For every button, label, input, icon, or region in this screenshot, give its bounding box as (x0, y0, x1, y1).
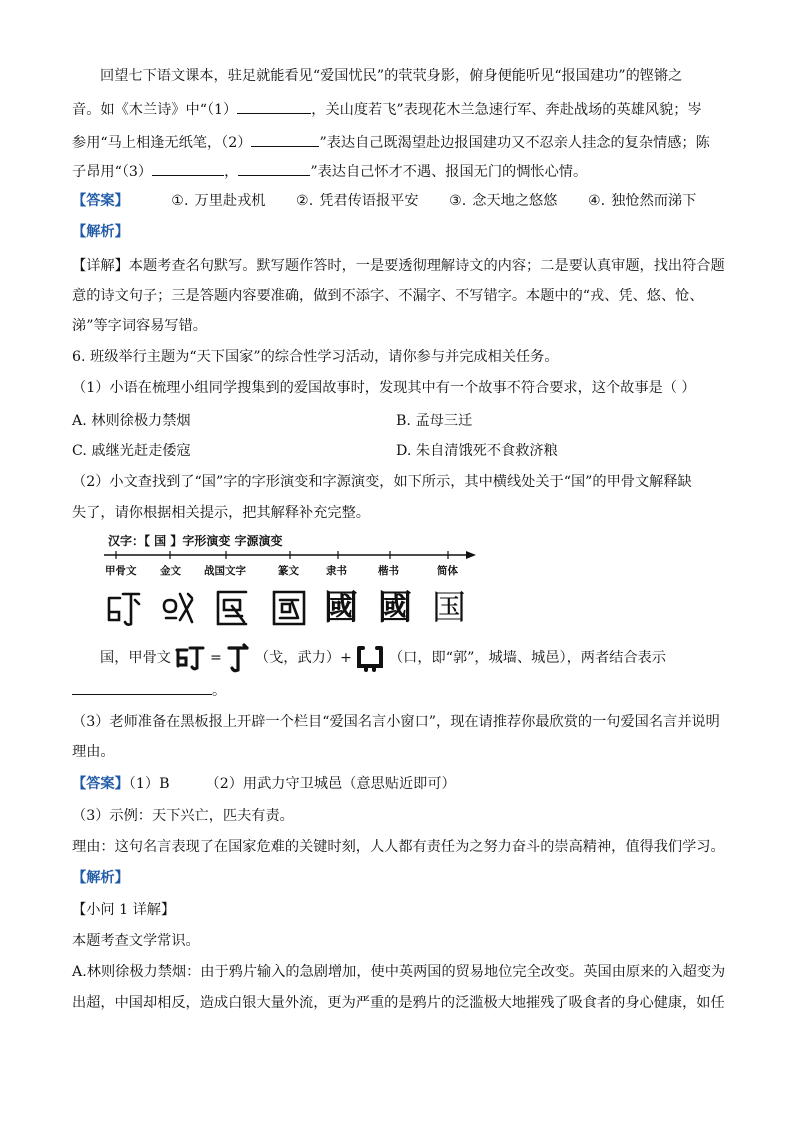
answer-item (449, 193, 557, 209)
answer-text: 万里赴戎机 (194, 193, 266, 209)
stage-label: 隶书 (326, 565, 347, 577)
intro-text: ， (224, 164, 239, 180)
analysis-line: 意的诗文句子；三是答题内容要准确，做到不添字、不漏字、不写错字。本题中的“戎、凭、悠、怆、 (72, 288, 704, 304)
question-part-2: （2）小文查找到了“国”字的字形演变和字源演变，如下所示，其中横线处关于“国”的甲骨文解释缺 (72, 474, 692, 490)
intro-line-1: 回望七下语文课本，驻足就能看见“爱国忧民”的茕茕身影，俯身便能听见“报国建功”的铿锵之 (100, 68, 683, 84)
answer-text: （1）B (128, 776, 170, 792)
intro-text: 音。如《木兰诗》中“（1） (72, 102, 238, 118)
intro-line-3 (72, 132, 710, 153)
ge-weapon-icon (226, 643, 250, 673)
answer-number: ③. (449, 193, 467, 209)
clerical-script-glyph: 國 (324, 588, 358, 628)
answer-tag: 【答案】 (72, 193, 129, 209)
kou-wall-icon (356, 644, 384, 672)
end-punctuation: 。 (212, 683, 227, 699)
option-c: C. 戚继光赶走倭寇 (72, 443, 191, 459)
analysis-line: A.林则徐极力禁烟：由于鸦片输入的急剧增加，使中英两国的贸易地位完全改变。英国由原来的入超变为 (72, 964, 726, 980)
regular-script-glyph: 國 (378, 588, 412, 628)
answer-blank-3 (152, 161, 224, 176)
explanation-text: （口，即“郭”，城墙、城邑），两者结合表示 (388, 650, 666, 666)
stage-label: 楷书 (378, 565, 399, 577)
question-part-3: （3）老师准备在黑板报上开辟一个栏目“爱国名言小窗口”，现在请推荐你最欣赏的一句爱国名言并说明 (72, 714, 720, 730)
answer-blank-2 (251, 132, 319, 147)
answer-number: ④. (587, 193, 606, 209)
answer-tag: 【答案】 (72, 776, 129, 792)
analysis-line: 涕”等字词容易写错。 (72, 318, 207, 334)
question-part-1: （1）小语在梳理小组同学搜集到的爱国故事时，发现其中有一个故事不符合要求，这个故事是（ ） (72, 380, 696, 396)
stage-label: 篆文 (278, 565, 299, 577)
question-part-3-cont: 理由。 (72, 744, 115, 760)
answer-item (296, 193, 419, 209)
seal-script-glyph (270, 588, 308, 628)
timeline-title: 汉字：【 国 】字形演变 字源演变 (108, 534, 283, 548)
answer-item (588, 193, 696, 209)
intro-text: 参用“马上相逢无纸笔，（2） (72, 135, 252, 151)
warring-states-glyph (214, 588, 250, 628)
explanation-answer-line (72, 680, 226, 701)
option-a: A. 林则徐极力禁烟 (72, 413, 191, 429)
explanation-text: （戈，武力）+ (254, 650, 352, 666)
answer-item (171, 193, 265, 209)
simplified-glyph: 国 (432, 588, 466, 628)
glyph-explanation (100, 643, 666, 673)
stage-label: 战国文字 (204, 565, 246, 577)
answer-text: （2）用武力守卫城邑（意思贴近即可） (205, 776, 456, 792)
analysis-line: 出超，中国却相反，造成白银大量外流，更为严重的是鸦片的泛滥极大地摧残了吸食者的身心健康，如任 (72, 995, 725, 1011)
intro-text: ”表达自己怀才不遇、报国无门的惆怅心情。 (310, 164, 588, 180)
analysis-tag: 【解析】 (72, 224, 129, 240)
timeline-axis (100, 548, 480, 562)
intro-text: ，关山度若飞”表现花木兰急速行军、奔赴战场的英雄风貌；岑 (311, 102, 702, 118)
answer-line: （3）示例：天下兴亡，匹夫有责。 (72, 808, 294, 824)
answer-line (72, 191, 722, 211)
answer-text: 独怆然而涕下 (611, 193, 697, 209)
subquestion-heading: 【小问 1 详解】 (72, 902, 176, 918)
answer-line (72, 774, 456, 794)
question-part-2-cont: 失了，请你根据相关提示，把其解释补充完整。 (72, 505, 370, 521)
intro-line-4 (72, 161, 587, 182)
analysis-line: 本题考查文学常识。 (72, 933, 200, 949)
equals-sign: = (209, 650, 222, 666)
oracle-guo-icon (175, 645, 205, 671)
stage-label: 简体 (437, 565, 458, 577)
bronze-script-glyph (160, 590, 196, 628)
answer-blank-1 (237, 99, 311, 114)
analysis-tag: 【解析】 (72, 870, 129, 886)
answer-text: 念天地之悠悠 (472, 193, 558, 209)
answer-number: ①. (171, 193, 189, 209)
intro-text: 子昂用“（3） (72, 164, 153, 180)
answer-line: 理由：这句名言表现了在国家危难的关键时刻，人人都有责任为之努力奋斗的崇高精神，值得我们学习。 (72, 839, 725, 855)
explanation-text: 国，甲骨文 (100, 650, 171, 666)
question-stem: 6. 班级举行主题为“天下国家”的综合性学习活动，请你参与并完成相关任务。 (72, 349, 559, 365)
oracle-bone-glyph (106, 590, 142, 628)
answer-text: 凭君传语报平安 (319, 193, 419, 209)
answer-blank-4 (238, 161, 310, 176)
intro-line-2 (72, 99, 702, 120)
analysis-line: 【详解】本题考查名句默写。默写题作答时，一是要透彻理解诗文的内容；二是要认真审题，找出符合题 (72, 258, 725, 274)
stage-label: 金文 (160, 565, 181, 577)
stage-label: 甲骨文 (105, 565, 137, 577)
answer-blank (72, 680, 212, 695)
option-b: B. 孟母三迁 (396, 413, 473, 429)
option-d: D. 朱自清饿死不食救济粮 (396, 443, 558, 459)
intro-text: ”表达自己既渴望赴边报国建功又不忍亲人挂念的复杂情感；陈 (319, 135, 710, 151)
answer-number: ②. (295, 193, 314, 209)
